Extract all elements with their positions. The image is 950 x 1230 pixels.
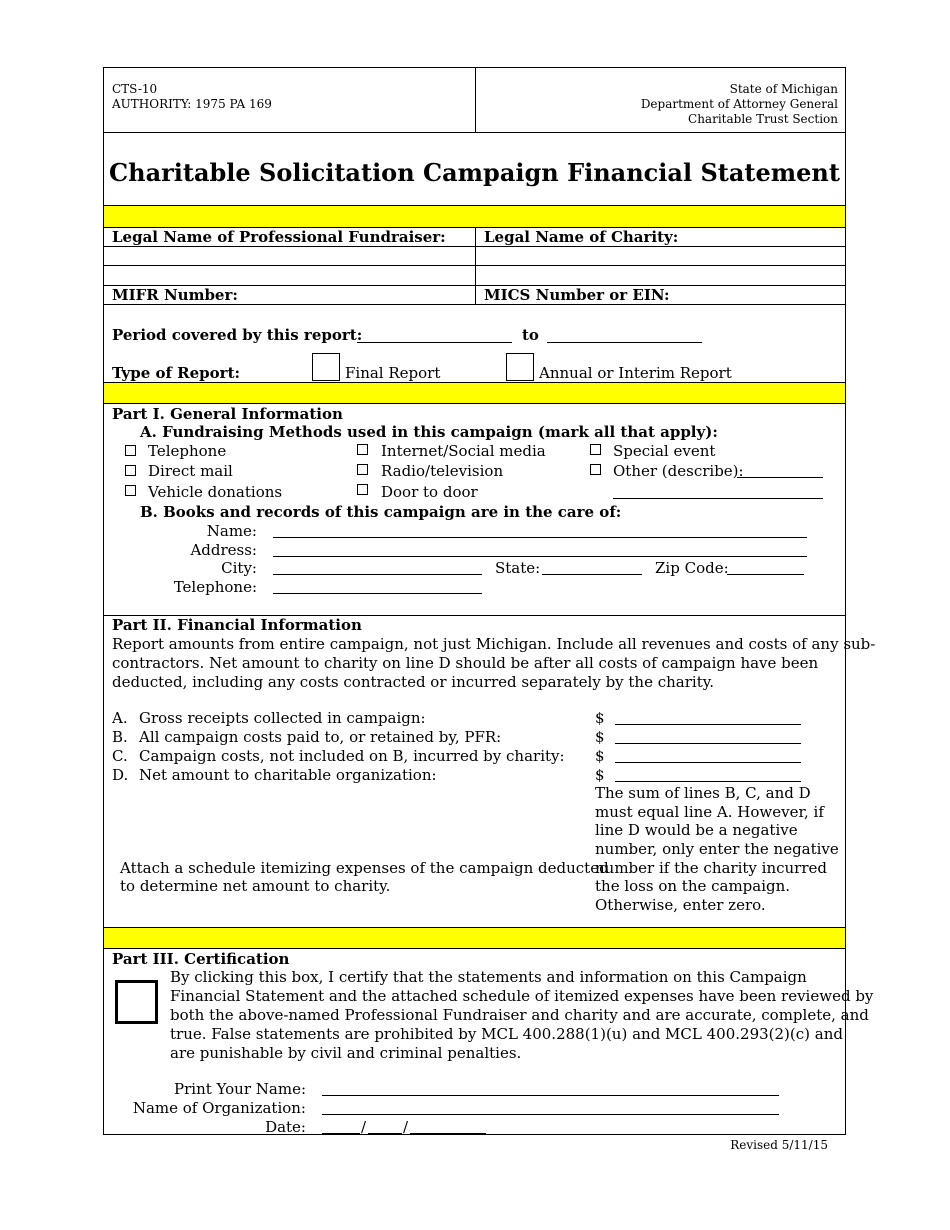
header-divider (475, 67, 476, 132)
line-a-letter: A. (112, 709, 128, 727)
cert-line-4: true. False statements are prohibited by MCL 400.288(1)(u) and MCL 400.293(2)(c) and (170, 1025, 843, 1043)
yellow-band (104, 206, 845, 227)
charity-name-field[interactable] (476, 247, 845, 265)
cert-line-1: By clicking this box, I certify that the statements and information on this Campaign (170, 968, 807, 986)
line-a-amount-field[interactable] (615, 710, 801, 725)
other-describe-field[interactable] (737, 463, 823, 478)
organization-field[interactable] (322, 1100, 779, 1115)
sum-note-3: line D would be a negative (595, 821, 798, 839)
zip-label: Zip Code: (655, 559, 729, 577)
department-name: Department of Attorney General (640, 97, 838, 111)
line-b-text: All campaign costs paid to, or retained by, PFR: (139, 728, 502, 746)
line-c-text: Campaign costs, not included on B, incurred by charity: (139, 747, 565, 765)
telephone-label: Telephone (148, 442, 227, 460)
door-checkbox[interactable] (357, 484, 368, 495)
state-field[interactable] (542, 560, 642, 575)
telephone-checkbox[interactable] (125, 445, 136, 456)
print-name-field[interactable] (322, 1081, 779, 1096)
part2-intro-2: contractors. Net amount to charity on line D should be after all costs of campaign have been (112, 654, 819, 672)
part2-intro-3: deducted, including any costs contracted or incurred separately by the charity. (112, 673, 714, 691)
divider (103, 927, 846, 928)
line-a-text: Gross receipts collected in campaign: (139, 709, 426, 727)
final-report-checkbox[interactable] (312, 353, 340, 381)
address-label: Address: (190, 541, 257, 559)
direct-mail-checkbox[interactable] (125, 465, 136, 476)
sum-note-7: Otherwise, enter zero. (595, 896, 766, 914)
date-month-field[interactable] (322, 1119, 360, 1134)
period-to-label: to (522, 326, 539, 344)
name-field[interactable] (273, 523, 807, 538)
special-event-label: Special event (613, 442, 716, 460)
part1-a-heading: A. Fundraising Methods used in this campaign (mark all that apply): (140, 423, 718, 441)
internet-label: Internet/Social media (381, 442, 546, 460)
vehicle-label: Vehicle donations (148, 483, 283, 501)
zip-field[interactable] (727, 560, 804, 575)
city-label: City: (221, 559, 257, 577)
sum-note-5: number if the charity incurred (595, 859, 827, 877)
fundraiser-name-field[interactable] (104, 247, 474, 265)
sum-note-1: The sum of lines B, C, and D (595, 784, 811, 802)
part2-heading: Part II. Financial Information (112, 616, 362, 634)
period-label: Period covered by this report: (112, 326, 363, 344)
mifr-label: MIFR Number: (112, 286, 238, 304)
final-report-label: Final Report (345, 364, 441, 382)
door-label: Door to door (381, 483, 478, 501)
divider (103, 948, 846, 949)
date-year-field[interactable] (410, 1119, 486, 1134)
divider (103, 132, 846, 133)
address-field[interactable] (273, 542, 807, 557)
period-start-field[interactable] (357, 328, 512, 343)
divider (103, 304, 846, 305)
form-id: CTS-10 (112, 82, 158, 96)
charity-label: Legal Name of Charity: (484, 228, 679, 246)
annual-report-checkbox[interactable] (506, 353, 534, 381)
mics-label: MICS Number or EIN: (484, 286, 670, 304)
page-title: Charitable Solicitation Campaign Financial Statement (109, 158, 840, 187)
state-name: State of Michigan (729, 82, 838, 96)
fundraiser-label: Legal Name of Professional Fundraiser: (112, 228, 446, 246)
line-a-dollar: $ (595, 709, 605, 727)
divider (103, 382, 846, 383)
cert-line-5: are punishable by civil and criminal penalties. (170, 1044, 522, 1062)
part3-heading: Part III. Certification (112, 950, 290, 968)
telephone-field-label: Telephone: (173, 578, 257, 596)
other-label: Other (describe): (613, 462, 744, 480)
special-event-checkbox[interactable] (590, 444, 601, 455)
line-c-amount-field[interactable] (615, 748, 801, 763)
line-c-dollar: $ (595, 747, 605, 765)
telephone-field[interactable] (273, 579, 482, 594)
attach-note-2: to determine net amount to charity. (120, 877, 391, 895)
direct-mail-label: Direct mail (148, 462, 233, 480)
cert-line-3: both the above-named Professional Fundraiser and charity and are accurate, complete, and (170, 1006, 869, 1024)
sum-note-4: number, only enter the negative (595, 840, 839, 858)
print-name-label: Print Your Name: (174, 1080, 306, 1098)
part1-b-heading: B. Books and records of this campaign are in the care of: (140, 503, 622, 521)
city-field[interactable] (273, 560, 482, 575)
name-label: Name: (206, 522, 257, 540)
line-b-dollar: $ (595, 728, 605, 746)
vehicle-checkbox[interactable] (125, 485, 136, 496)
radio-checkbox[interactable] (357, 464, 368, 475)
internet-checkbox[interactable] (357, 444, 368, 455)
state-label: State: (495, 559, 541, 577)
other-describe-field-2[interactable] (613, 484, 823, 499)
section-name: Charitable Trust Section (688, 112, 838, 126)
radio-label: Radio/television (381, 462, 504, 480)
date-label: Date: (265, 1118, 306, 1136)
period-end-field[interactable] (547, 328, 702, 343)
line-b-letter: B. (112, 728, 128, 746)
yellow-band (104, 383, 845, 403)
divider (103, 403, 846, 404)
organization-label: Name of Organization: (132, 1099, 306, 1117)
line-d-letter: D. (112, 766, 129, 784)
line-d-text: Net amount to charitable organization: (139, 766, 437, 784)
attach-note-1: Attach a schedule itemizing expenses of the campaign deducted (120, 859, 609, 877)
sum-note-2: must equal line A. However, if (595, 803, 824, 821)
part2-intro-1: Report amounts from entire campaign, not just Michigan. Include all revenues and costs of any sub- (112, 635, 876, 653)
line-d-amount-field[interactable] (615, 767, 801, 782)
sum-note-6: the loss on the campaign. (595, 877, 791, 895)
type-label: Type of Report: (112, 364, 241, 382)
divider (103, 205, 846, 206)
line-b-amount-field[interactable] (615, 729, 801, 744)
certification-checkbox[interactable] (115, 980, 158, 1024)
line-c-letter: C. (112, 747, 128, 765)
other-checkbox[interactable] (590, 464, 601, 475)
charity-name-field-2[interactable] (476, 266, 845, 284)
date-day-field[interactable] (368, 1119, 402, 1134)
date-separator: / (403, 1118, 409, 1136)
revised-date: Revised 5/11/15 (730, 1138, 828, 1152)
authority: AUTHORITY: 1975 PA 169 (112, 97, 272, 111)
annual-report-label: Annual or Interim Report (539, 364, 732, 382)
date-separator: / (361, 1118, 367, 1136)
part1-heading: Part I. General Information (112, 405, 343, 423)
fundraiser-name-field-2[interactable] (104, 266, 474, 284)
yellow-band (104, 928, 845, 948)
cert-line-2: Financial Statement and the attached schedule of itemized expenses have been reviewed by (170, 987, 874, 1005)
line-d-dollar: $ (595, 766, 605, 784)
